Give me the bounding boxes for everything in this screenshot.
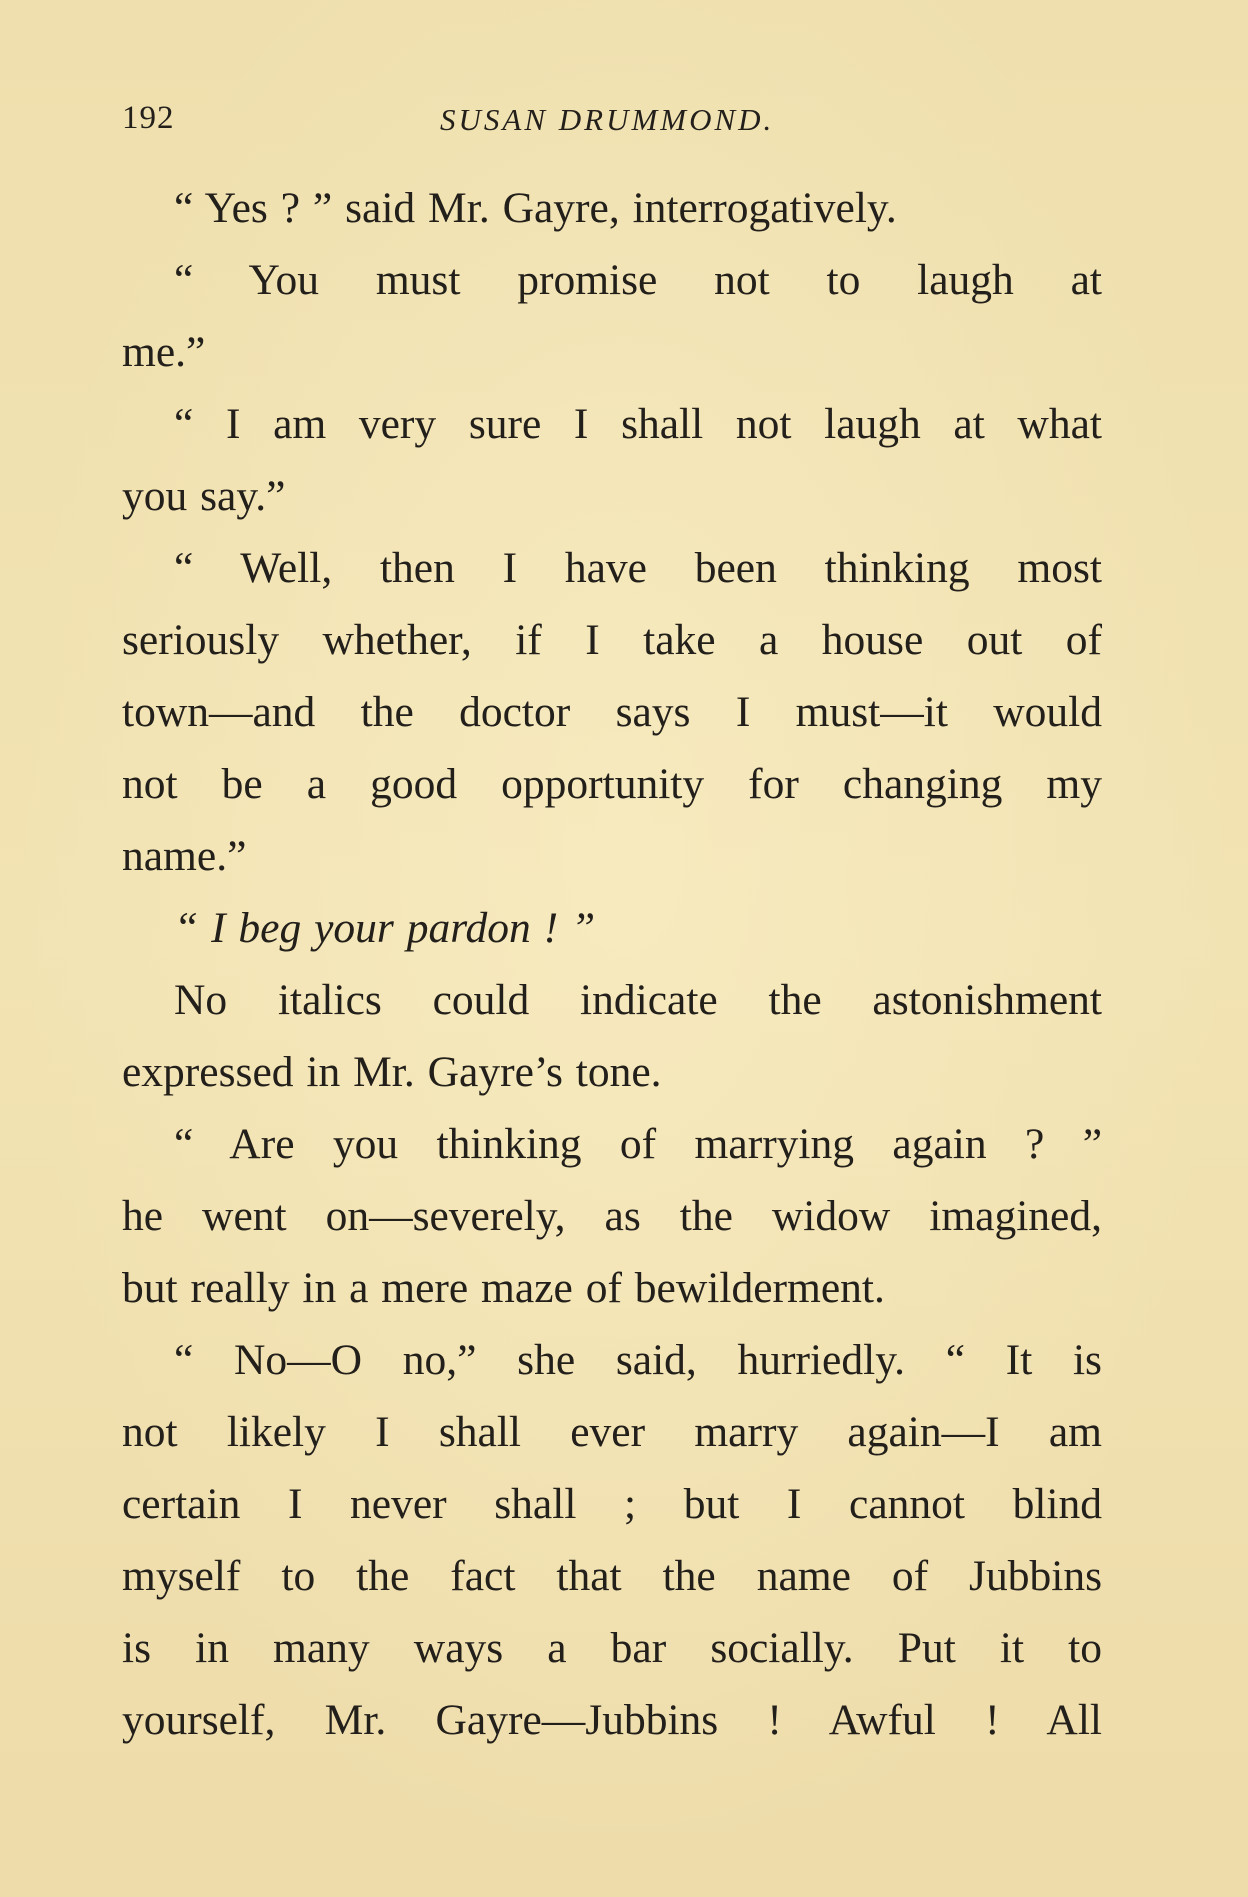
text-line: expressed in Mr. Gayre’s tone. xyxy=(122,1048,662,1096)
text-line: “ You must promise not to laugh at xyxy=(174,256,1102,304)
text-line: No italics could indicate the astonishment xyxy=(174,976,1102,1024)
text-line: me.” xyxy=(122,328,206,376)
text-line: “ Are you thinking of marrying again ? ” xyxy=(174,1120,1102,1168)
text-line: certain I never shall ; but I cannot blind xyxy=(122,1480,1102,1528)
body-text xyxy=(122,172,1102,1756)
text-line: “ No—O no,” she said, hurriedly. “ It is xyxy=(174,1336,1102,1384)
text-line: “ Yes ? ” said Mr. Gayre, interrogatively. xyxy=(174,184,897,232)
text-line: he went on—severely, as the widow imagined, xyxy=(122,1192,1102,1240)
text-line: but really in a mere maze of bewilderment. xyxy=(122,1264,885,1312)
text-line: is in many ways a bar socially. Put it to xyxy=(122,1624,1102,1672)
text-line: “ Well, then I have been thinking most xyxy=(174,544,1102,592)
text-line: town—and the doctor says I must—it would xyxy=(122,688,1102,736)
text-line: seriously whether, if I take a house out of xyxy=(122,616,1102,664)
text-line: not likely I shall ever marry again—I am xyxy=(122,1408,1102,1456)
text-line: name.” xyxy=(122,832,247,880)
text-line: myself to the fact that the name of Jubbins xyxy=(122,1552,1102,1600)
page-number: 192 xyxy=(122,100,175,136)
text-line: yourself, Mr. Gayre—Jubbins ! Awful ! All xyxy=(122,1696,1102,1744)
running-title: SUSAN DRUMMOND. xyxy=(440,102,775,137)
text-line: “ I am very sure I shall not laugh at what xyxy=(174,400,1102,448)
text-line: you say.” xyxy=(122,472,286,520)
text-line: not be a good opportunity for changing my xyxy=(122,760,1102,808)
text-line-italic: “ I beg your pardon ! ” xyxy=(174,904,596,952)
page-header xyxy=(122,100,1122,148)
